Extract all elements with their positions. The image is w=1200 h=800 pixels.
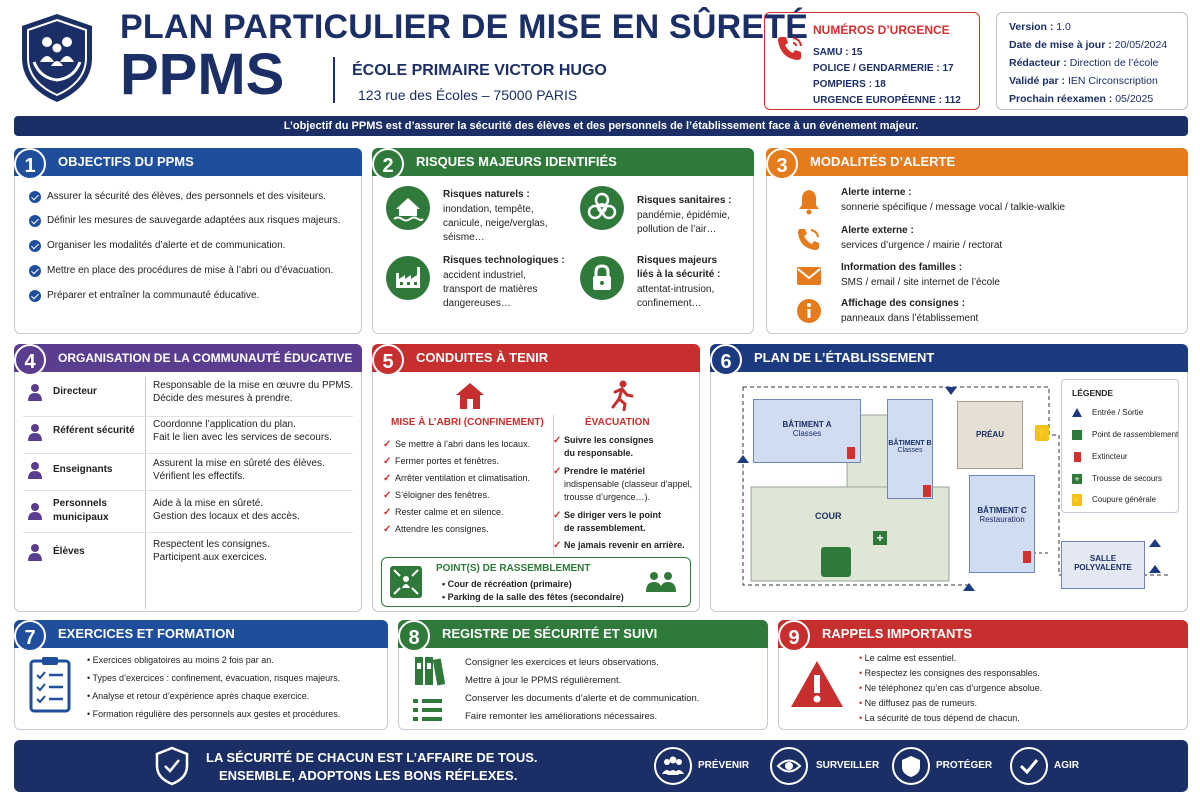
- section-header: OBJECTIFS DU PPMS: [14, 148, 362, 176]
- section-header: MODALITÉS D’ALERTE: [766, 148, 1188, 176]
- running-person-icon: [605, 379, 635, 411]
- emergency-title: NUMÉROS D’URGENCE: [813, 23, 950, 37]
- check-mark-icon: ✓: [383, 456, 392, 467]
- reminder-item: • Le calme est essentiel.: [859, 653, 957, 663]
- section-header: ORGANISATION DE LA COMMUNAUTÉ ÉDUCATIVE: [14, 344, 362, 372]
- section-header: EXERCICES ET FORMATION: [14, 620, 388, 648]
- reminder-item: • Respectez les consignes des responsables.: [859, 668, 1040, 678]
- section-reminders: [778, 620, 1188, 730]
- role-name: Élèves: [53, 546, 85, 557]
- section-organisation: [14, 344, 362, 612]
- risk-text: séisme…: [443, 232, 485, 243]
- envelope-icon: [795, 263, 823, 289]
- check-icon: [29, 290, 41, 302]
- review-line: Prochain réexamen : 05/2025: [1009, 93, 1154, 105]
- legend-title: LÉGENDE: [1072, 388, 1114, 398]
- alert-text: SMS / email / site internet de l’école: [841, 277, 1000, 288]
- divider: [333, 57, 335, 103]
- school-address: 123 rue des Écoles – 75000 PARIS: [358, 87, 578, 103]
- registry-item: Consigner les exercices et leurs observations.: [465, 657, 659, 668]
- role-desc: Vérifient les effectifs.: [153, 471, 246, 482]
- shelter-step: Arrêter ventilation et climatisation.: [395, 473, 531, 483]
- emergency-line: SAMU : 15: [813, 47, 863, 58]
- info-icon: [795, 297, 823, 325]
- reminder-item: • Ne diffusez pas de rumeurs.: [859, 698, 978, 708]
- assembly-point: • Parking de la salle des fêtes (secondaire): [442, 592, 624, 602]
- section-number: 5: [372, 344, 404, 376]
- evac-step: de rassemblement.: [564, 523, 646, 533]
- check-mark-icon: ✓: [553, 466, 562, 477]
- reminder-item: • Ne téléphonez qu’en cas d’urgence absolue.: [859, 683, 1043, 693]
- risk-text: attentat-intrusion,: [637, 284, 715, 295]
- acronym-title: PPMS: [120, 42, 285, 107]
- action-label: SURVEILLER: [816, 760, 880, 771]
- person-icon: [27, 502, 43, 520]
- check-icon: [29, 191, 41, 203]
- legend-item: Point de rassemblement: [1092, 430, 1179, 439]
- biohazard-icon: [579, 185, 625, 231]
- alert-text: panneaux dans l’établissement: [841, 313, 979, 324]
- alert-title: Alerte interne :: [841, 187, 912, 198]
- exercise-item: • Types d’exercices : confinement, évacuation, risques majeurs.: [87, 673, 341, 683]
- shelter-step: Attendre les consignes.: [395, 524, 489, 534]
- section-registry: [398, 620, 768, 730]
- check-icon: [29, 240, 41, 252]
- people-icon: [654, 747, 692, 785]
- section-number: 8: [398, 620, 430, 652]
- shelter-step: S’éloigner des fenêtres.: [395, 490, 490, 500]
- triangle-icon: [1072, 408, 1082, 417]
- phone-icon: [775, 33, 805, 63]
- section-header: CONDUITES À TENIR: [372, 344, 700, 372]
- assembly-point: • Cour de récréation (primaire): [442, 579, 572, 589]
- check-mark-icon: ✓: [383, 439, 392, 450]
- risk-title: Risques sanitaires :: [637, 195, 732, 206]
- risk-title: Risques technologiques :: [443, 255, 565, 266]
- registry-item: Mettre à jour le PPMS régulièrement.: [465, 675, 622, 686]
- action-label: PRÉVENIR: [698, 760, 750, 771]
- legend-item: Trousse de secours: [1092, 474, 1162, 483]
- person-icon: [27, 383, 43, 401]
- factory-icon: [385, 255, 431, 301]
- page-title: PLAN PARTICULIER DE MISE EN SÛRETÉ: [120, 8, 809, 46]
- evac-step: trousse d’urgence…).: [564, 492, 651, 502]
- date-line: Date de mise à jour : 20/05/2024: [1009, 39, 1168, 51]
- section-number: 1: [14, 148, 46, 180]
- alert-title: Affichage des consignes :: [841, 298, 965, 309]
- role-desc: Responsable de la mise en œuvre du PPMS.: [153, 380, 354, 391]
- action-label: AGIR: [1054, 760, 1079, 771]
- risk-title: Risques majeurs: [637, 255, 718, 266]
- objective-item: Mettre en place des procédures de mise à l’abri ou d’évacuation.: [47, 265, 334, 276]
- check-mark-icon: ✓: [553, 435, 562, 446]
- flood-house-icon: [385, 185, 431, 231]
- extinguisher-icon: [1074, 452, 1081, 462]
- checkmark-icon: [1010, 747, 1048, 785]
- warning-triangle-icon: [789, 659, 845, 709]
- section-number: 3: [766, 148, 798, 180]
- section-number: 9: [778, 620, 810, 652]
- legend-item: Coupure générale: [1092, 495, 1157, 504]
- risk-title: Risques naturels :: [443, 189, 530, 200]
- list-icon: [413, 697, 443, 723]
- legend-item: Entrée / Sortie: [1092, 408, 1144, 417]
- section-number: 7: [14, 620, 46, 652]
- risk-text: confinement…: [637, 298, 702, 309]
- objective-item: Assurer la sécurité des élèves, des personnels et des visiteurs.: [47, 191, 327, 202]
- assembly-point-icon: [390, 566, 422, 598]
- extinguisher-icon: [847, 447, 855, 459]
- role-name: Référent sécurité: [53, 425, 135, 436]
- alert-title: Alerte externe :: [841, 225, 914, 236]
- evacuation-title: ÉVACUATION: [585, 417, 650, 428]
- building-c: BÂTIMENT C Restauration: [969, 475, 1035, 573]
- action-label: PROTÉGER: [936, 760, 993, 771]
- green-square-icon: [1072, 430, 1082, 440]
- assembly-title: POINT(S) DE RASSEMBLEMENT: [436, 563, 591, 574]
- first-aid-icon: +: [1072, 474, 1082, 484]
- shelter-step: Rester calme et en silence.: [395, 507, 504, 517]
- section-objectives: [14, 148, 362, 334]
- section-exercises: [14, 620, 388, 730]
- role-desc: Respectent les consignes.: [153, 539, 270, 550]
- role-desc: Participent aux exercices.: [153, 552, 267, 563]
- person-icon: [27, 461, 43, 479]
- first-aid-icon: +: [873, 531, 887, 545]
- plan-legend: [1061, 379, 1179, 513]
- extinguisher-icon: [1023, 551, 1031, 563]
- check-mark-icon: ✓: [553, 510, 562, 521]
- exercise-item: • Analyse et retour d’expérience après chaque exercice.: [87, 691, 310, 701]
- check-icon: [29, 215, 41, 227]
- role-desc: Décide des mesures à prendre.: [153, 393, 293, 404]
- risk-text: canicule, neige/verglas,: [443, 218, 548, 229]
- emergency-line: URGENCE EUROPÉENNE : 112: [813, 95, 961, 106]
- shield-check-icon: [154, 746, 190, 786]
- objective-item: Définir les mesures de sauvegarde adaptées aux risques majeurs.: [47, 215, 341, 226]
- check-mark-icon: ✓: [383, 507, 392, 518]
- exercise-item: • Formation régulière des personnels aux gestes et procédures.: [87, 709, 341, 719]
- registry-item: Conserver les documents d’alerte et de communication.: [465, 693, 700, 704]
- role-desc: Aide à la mise en sûreté.: [153, 498, 264, 509]
- alert-text: services d’urgence / mairie / rectorat: [841, 240, 1003, 251]
- power-cut-icon: ⚡: [1072, 495, 1082, 504]
- author-line: Rédacteur : Direction de l’école: [1009, 57, 1159, 69]
- role-name: Directeur: [53, 386, 97, 397]
- building-a: BÂTIMENT A Classes: [753, 399, 861, 463]
- building-b: BÂTIMENT B Classes: [887, 399, 933, 499]
- check-mark-icon: ✓: [383, 473, 392, 484]
- emergency-line: POLICE / GENDARMERIE : 17: [813, 63, 954, 74]
- validated-line: Validé par : IEN Circonscription: [1009, 75, 1158, 87]
- binders-icon: [413, 655, 445, 687]
- evac-step: Ne jamais revenir en arrière.: [564, 540, 685, 550]
- objective-item: Organiser les modalités d’alerte et de communication.: [47, 240, 286, 251]
- extinguisher-icon: [923, 485, 931, 497]
- section-conduct: [372, 344, 700, 612]
- risk-text: transport de matières: [443, 284, 538, 295]
- section-alert: [766, 148, 1188, 334]
- preau: PRÉAU: [957, 401, 1023, 469]
- role-desc: Gestion des locaux et des accès.: [153, 511, 300, 522]
- reminder-item: • La sécurité de tous dépend de chacun.: [859, 713, 1020, 723]
- section-plan: [710, 344, 1188, 612]
- objective-banner: L’objectif du PPMS est d’assurer la sécurité des élèves et des personnels de l’établissement face à un événement majeur.: [14, 116, 1188, 136]
- footer-banner: [14, 740, 1188, 792]
- exercise-item: • Exercices obligatoires au moins 2 fois par an.: [87, 655, 274, 665]
- version-line: Version : 1.0: [1009, 21, 1071, 33]
- objective-item: Préparer et entraîner la communauté éducative.: [47, 290, 260, 301]
- evac-step: Suivre les consignes: [564, 435, 654, 445]
- school-name: ÉCOLE PRIMAIRE VICTOR HUGO: [352, 62, 607, 79]
- shelter-step: Se mettre à l’abri dans les locaux.: [395, 439, 531, 449]
- power-cut-icon: ⚡: [1035, 425, 1049, 441]
- check-mark-icon: ✓: [553, 540, 562, 551]
- courtyard-label: COUR: [815, 511, 842, 521]
- eye-icon: [770, 747, 808, 785]
- emergency-line: POMPIERS : 18: [813, 79, 886, 90]
- risk-text: dangereuses…: [443, 298, 511, 309]
- shelter-title: MISE À L’ABRI (CONFINEMENT): [391, 417, 544, 428]
- assembly-point-box: [381, 557, 691, 607]
- check-mark-icon: ✓: [383, 490, 392, 501]
- evac-step: du responsable.: [564, 448, 634, 458]
- phone-icon: [795, 225, 823, 253]
- emergency-numbers-box: [764, 12, 980, 110]
- shield-icon: [892, 747, 930, 785]
- section-header: REGISTRE DE SÉCURITÉ ET SUIVI: [398, 620, 768, 648]
- registry-item: Faire remonter les améliorations nécessaires.: [465, 711, 658, 722]
- role-desc: Fait le lien avec les services de secours.: [153, 432, 332, 443]
- evac-step: Se diriger vers le point: [564, 510, 662, 520]
- clipboard-checklist-icon: [29, 655, 71, 713]
- section-risks: [372, 148, 754, 334]
- lock-icon: [579, 255, 625, 301]
- role-name: Personnels: [53, 498, 107, 509]
- multipurpose-hall: SALLE POLYVALENTE: [1061, 541, 1145, 589]
- risk-title: liés à la sécurité :: [637, 269, 721, 280]
- section-number: 6: [710, 344, 742, 376]
- footer-slogan-2: ENSEMBLE, ADOPTONS LES BONS RÉFLEXES.: [219, 768, 518, 783]
- check-icon: [29, 265, 41, 277]
- evac-step: Prendre le matériel: [564, 466, 646, 476]
- role-name: municipaux: [53, 512, 109, 523]
- house-icon: [453, 381, 487, 411]
- check-mark-icon: ✓: [383, 524, 392, 535]
- role-desc: Assurent la mise en sûreté des élèves.: [153, 458, 325, 469]
- shield-family-logo: [18, 12, 96, 104]
- bell-icon: [795, 187, 823, 215]
- risk-text: pollution de l’air…: [637, 224, 717, 235]
- section-number: 2: [372, 148, 404, 180]
- legend-item: Extincteur: [1092, 452, 1128, 461]
- person-icon: [27, 543, 43, 561]
- section-header: RISQUES MAJEURS IDENTIFIÉS: [372, 148, 754, 176]
- risk-text: accident industriel,: [443, 270, 526, 281]
- alert-text: sonnerie spécifique / message vocal / talkie-walkie: [841, 202, 1065, 213]
- risk-text: pandémie, épidémie,: [637, 210, 730, 221]
- risk-text: inondation, tempête,: [443, 204, 534, 215]
- assembly-point-marker-icon: [821, 547, 851, 577]
- section-header: RAPPELS IMPORTANTS: [778, 620, 1188, 648]
- role-desc: Coordonne l’application du plan.: [153, 419, 296, 430]
- shelter-step: Fermer portes et fenêtres.: [395, 456, 500, 466]
- group-people-icon: [644, 570, 678, 594]
- evac-step: indispensable (classeur d’appel,: [564, 479, 693, 489]
- section-number: 4: [14, 344, 46, 376]
- alert-title: Information des familles :: [841, 262, 963, 273]
- section-header: PLAN DE L’ÉTABLISSEMENT: [710, 344, 1188, 372]
- person-icon: [27, 423, 43, 441]
- role-name: Enseignants: [53, 464, 113, 475]
- footer-slogan-1: LA SÉCURITÉ DE CHACUN EST L’AFFAIRE DE TOUS.: [206, 750, 538, 765]
- document-info-box: [996, 12, 1188, 110]
